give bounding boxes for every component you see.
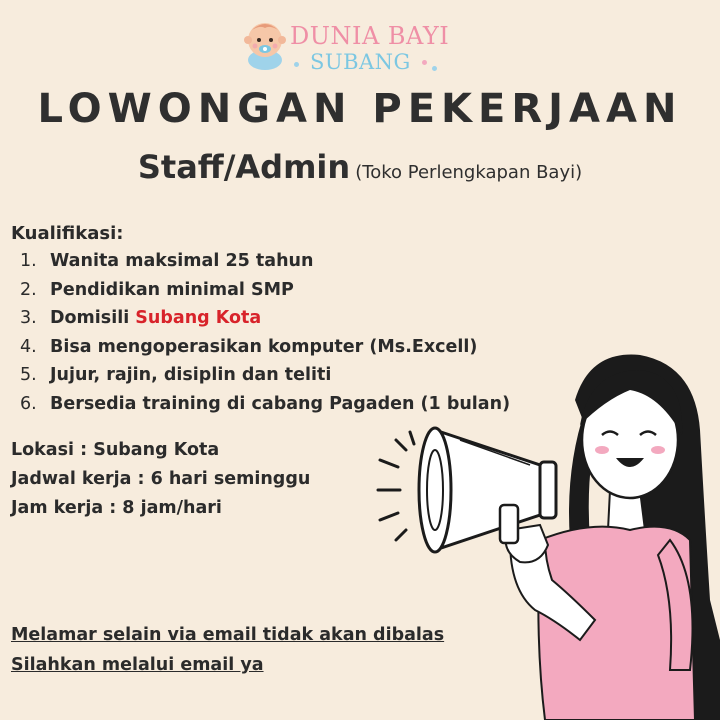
sound-lines-icon: [378, 432, 414, 540]
note-line2: Silahkan melalui email ya: [11, 655, 264, 675]
list-text: Pendidikan minimal SMP: [50, 279, 294, 300]
list-number: 4.: [20, 336, 37, 357]
schedule-text: Jadwal kerja : 6 hari seminggu: [11, 469, 311, 489]
list-number: 6.: [20, 393, 37, 414]
brand-logo: [240, 16, 450, 72]
brand-name-line1: DUNIA BAYI: [290, 22, 450, 50]
list-text: Domisili: [50, 308, 136, 328]
list-number: 3.: [20, 308, 37, 328]
decor-dot: [294, 62, 299, 67]
note-line1: Melamar selain via email tidak akan dibalas: [11, 625, 445, 645]
list-text: Jujur, rajin, disiplin dan teliti: [50, 365, 332, 385]
list-highlight: Subang Kota: [135, 308, 262, 328]
list-number: 1.: [20, 251, 37, 271]
list-text: Bersedia training di cabang Pagaden (1 bulan): [50, 393, 511, 414]
list-text: Wanita maksimal 25 tahun: [50, 251, 314, 271]
position-title: [0, 148, 720, 186]
job-info: [11, 440, 310, 527]
role-name: Staff/Admin: [137, 148, 351, 186]
brand-name-line2: SUBANG: [310, 50, 411, 74]
list-item: [20, 308, 510, 337]
baby-icon: [240, 16, 290, 70]
hours-text: Jam kerja : 8 jam/hari: [11, 498, 222, 518]
headline: LOWONGAN PEKERJAAN: [37, 86, 683, 132]
decor-dot: [422, 60, 427, 65]
list-number: 5.: [20, 365, 37, 385]
list-number: 2.: [20, 279, 37, 300]
list-item: [20, 251, 510, 280]
decor-dot: [432, 66, 437, 71]
role-subtitle: (Toko Perlengkapan Bayi): [355, 162, 583, 183]
list-text: Bisa mengoperasikan komputer (Ms.Excell): [50, 336, 478, 357]
woman-megaphone-illustration: [340, 340, 720, 720]
qualifications-label: Kualifikasi:: [11, 223, 124, 244]
location-text: Lokasi : Subang Kota: [11, 440, 220, 460]
list-item: [20, 280, 510, 309]
